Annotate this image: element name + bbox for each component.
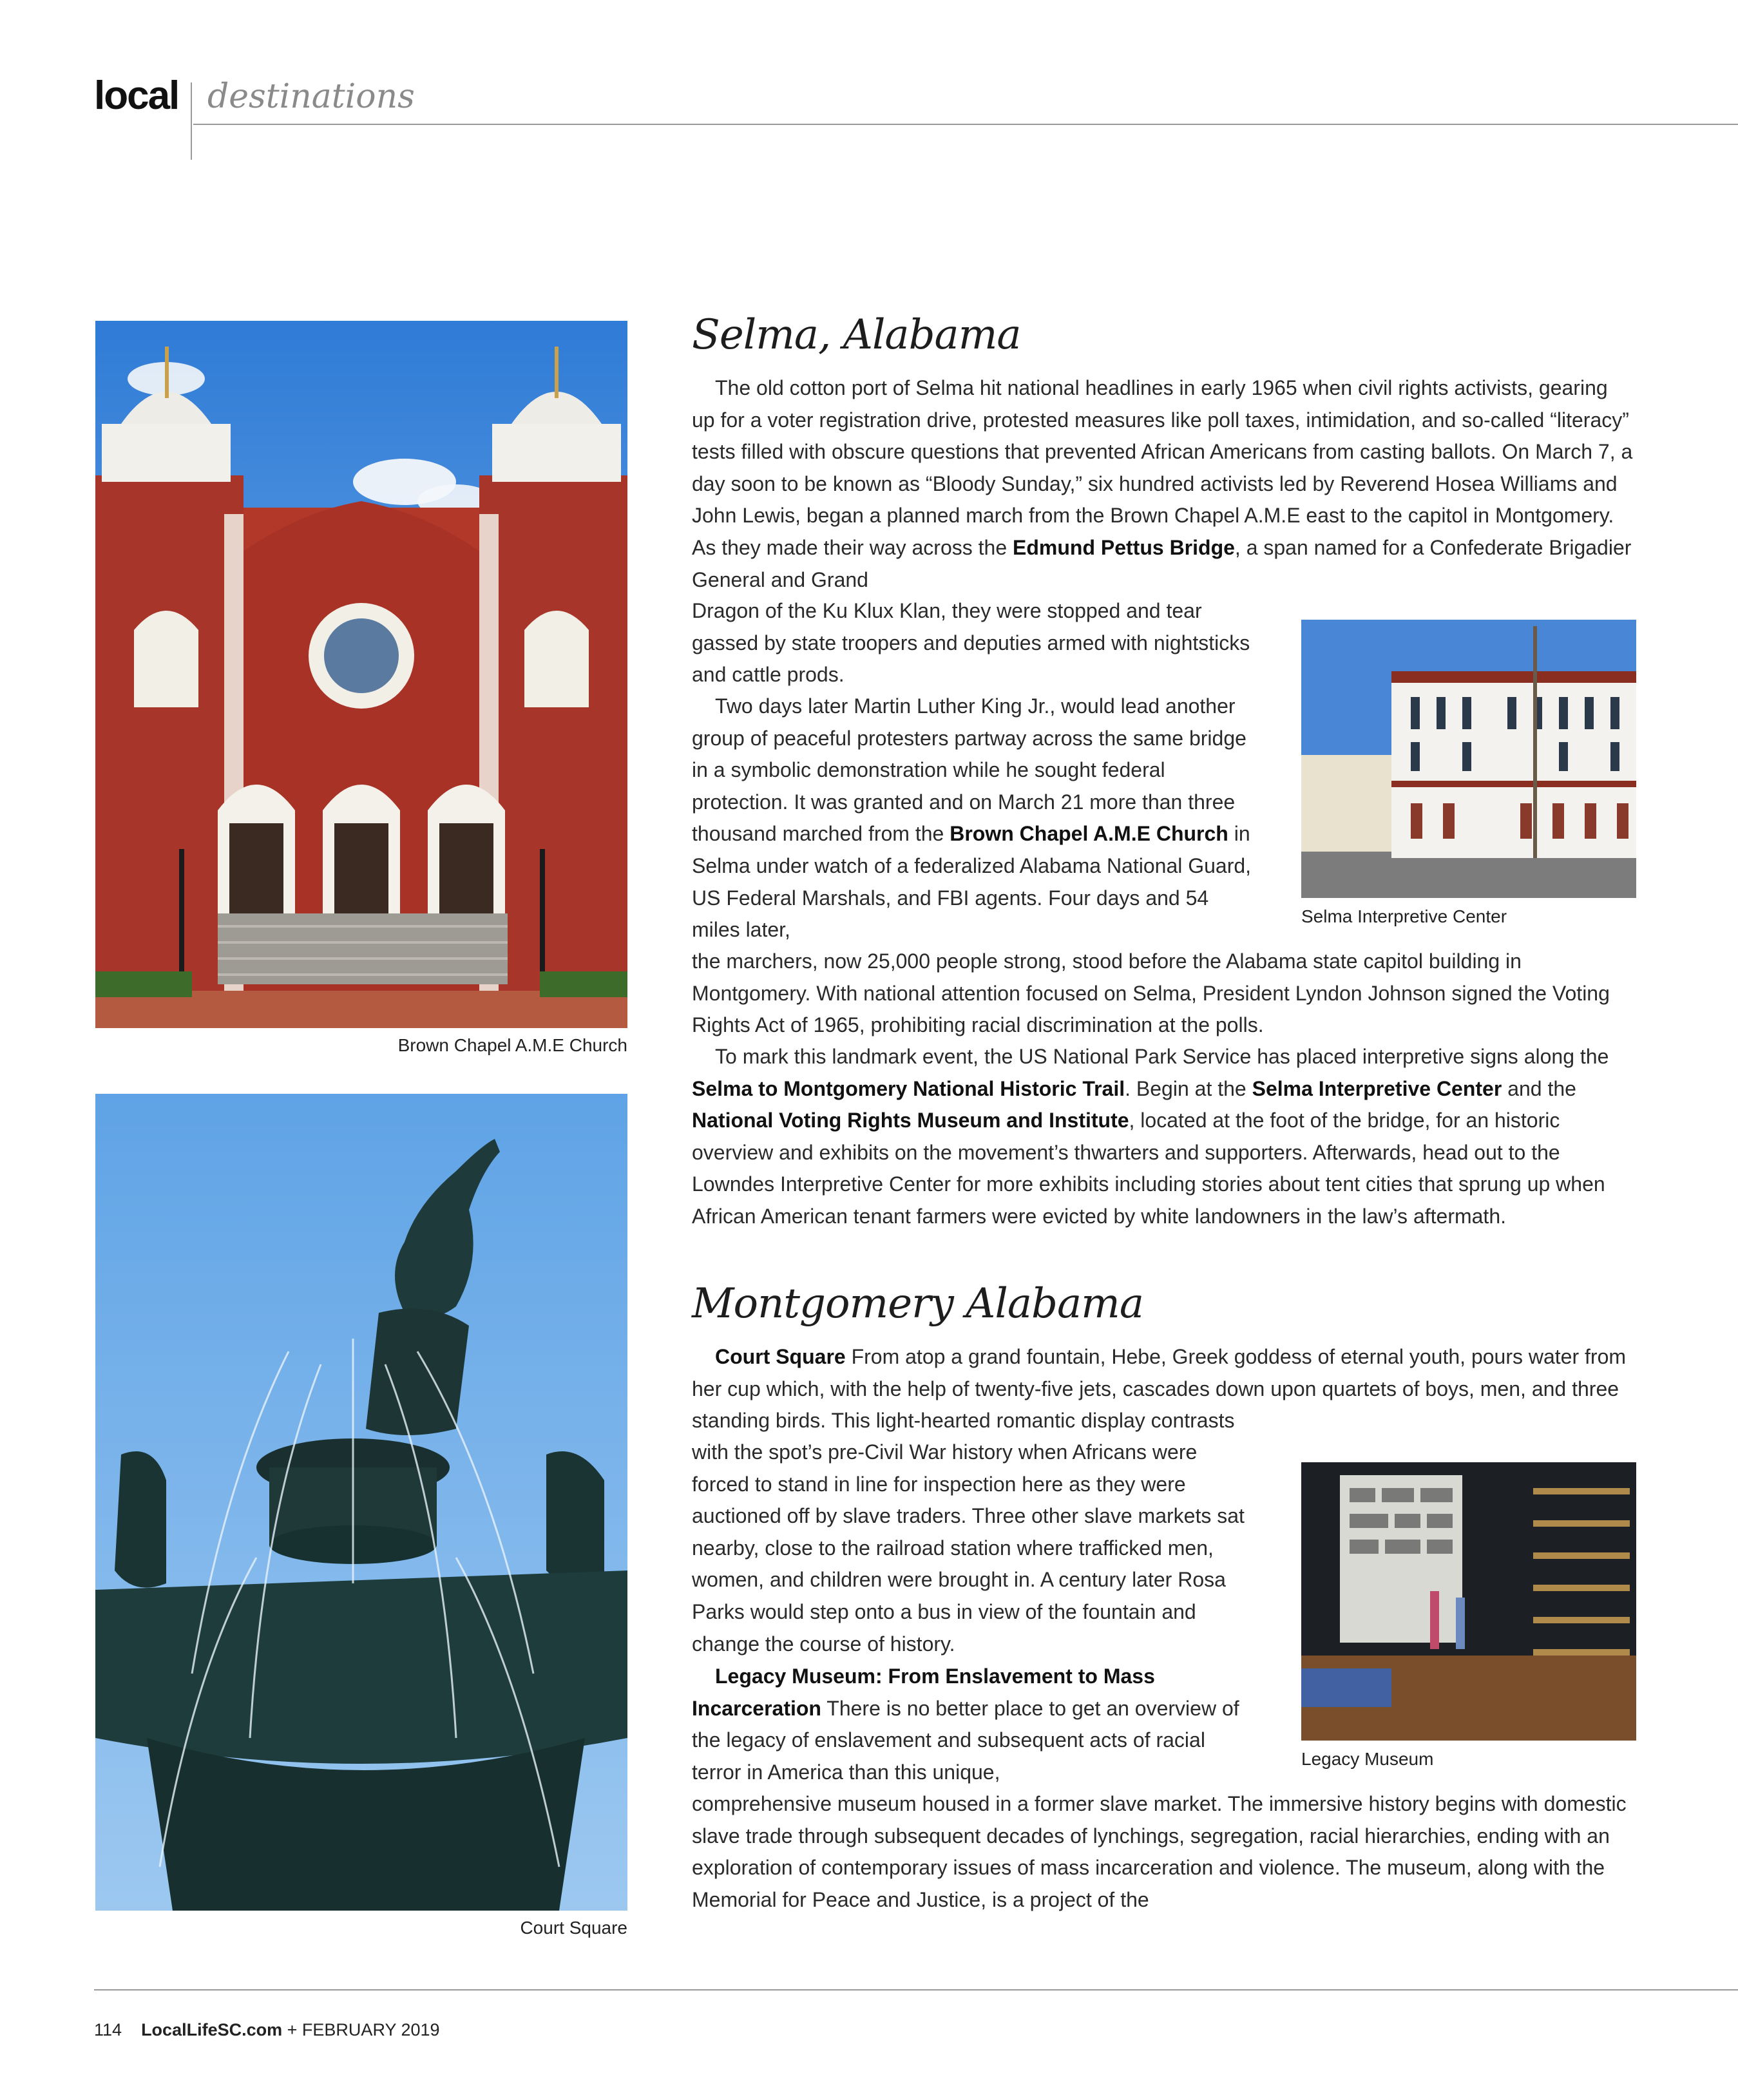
montgomery-paragraph-2-wrap: Legacy Museum: From Enslavement to Mass Incarceration There is no better place to get an overview of the legacy of enslavement and subsequent acts of racial terror in America than this unique, <box>692 1665 1239 1784</box>
brown-chapel-church: Brown Chapel A.M.E Church <box>950 822 1228 846</box>
selma-paragraph-1-top: The old cotton port of Selma hit national headlines in early 1965 when civil rights activists, gearing up for a voter registration drive, protested measures like poll taxes, intimidation, and so-called “literacy” tests filled with obscure questions that prevented African Americans from casting ballots. On March 7, a day soon to be known as “Bloody Sunday,” six hundred activists led by Reverend Hosea Williams and John Lewis, began a planned march from the Brown Chapel A.M.E east to the capitol in Montgomery. As they made their way across the Edmund Pettus Bridge, a span named for a Confederate Brigadier General and Grand <box>692 376 1633 591</box>
site-name: LocalLifeSC.com <box>141 2020 283 2039</box>
selma-paragraph-1-wrap: Dragon of the Ku Klux Klan, they were stopped and tear gassed by state troopers and deputies armed with nightsticks and cattle prods. <box>692 599 1250 687</box>
selma-headline: Selma, Alabama <box>692 311 1021 359</box>
footer <box>94 2021 440 2039</box>
legacy-museum-caption: Legacy Museum <box>1301 1749 1434 1769</box>
selma-paragraph-3: To mark this landmark event, the US National Park Service has placed interpretive signs along the Selma to Montgomery National Historic Trail. Begin at the Selma Interpretive Center and the National Voting Rights Museum and Institute, located at the foot of the bridge, for an historic overview and exhibits on the movement’s thwarters and supporters. Afterwards, head out to the Lowndes Interpretive Center for more exhibits including stories about tent cities that sprung up when African American tenant farmers were evicted by white landowners in the law’s aftermath. <box>692 1045 1609 1228</box>
section-label: local <box>94 73 179 118</box>
montgomery-paragraph-1-top: Court Square From atop a grand fountain, Hebe, Greek goddess of eternal youth, pours water from her cup which, with the help of twenty-five jets, cascades down upon quartets of boys, men, and three standing birds. This light-hearted romantic display contrasts <box>692 1345 1627 1433</box>
header-rule <box>193 124 1738 125</box>
historic-trail: Selma to Montgomery National Historic Trail <box>692 1076 1125 1100</box>
issue-date: FEBRUARY 2019 <box>301 2020 440 2039</box>
montgomery-headline: Montgomery Alabama <box>692 1280 1143 1328</box>
montgomery-paragraph-2-bottom: comprehensive museum housed in a former slave market. The immersive history begins with domestic slave trade through subsequent decades of lynchings, segregation, racial hierarchies, ending with an exploration of contemporary issues of mass incarceration and violence. The museum, along with the Memorial for Peace and Justice, is a project of the <box>692 1792 1627 1911</box>
legacy-museum-photo <box>1301 1462 1636 1741</box>
court-square-photo <box>95 1094 627 1911</box>
selma-paragraph-2-bottom: the marchers, now 25,000 people strong, stood before the Alabama state capitol building in Montgomery. With national attention focused on Selma, President Lyndon Johnson signed the Voting Rights Act of 1965, prohibiting racial discrimination at the polls. <box>692 950 1610 1037</box>
legacy-museum: Legacy Museum: From Enslavement to Mass Incarceration <box>692 1665 1155 1720</box>
selma-paragraph-2-wrap: Two days later Martin Luther King Jr., would lead another group of peaceful protesters partway across the same bridge in a symbolic demonstration while he sought federal protection. It was granted and on March 21 more than three thousand marched from the Brown Chapel A.M.E Church in Selma under watch of a federalized Alabama National Guard, US Federal Marshals, and FBI agents. Four days and 54 miles later, <box>692 694 1252 942</box>
court-square: Court Square <box>715 1345 846 1368</box>
voting-rights-museum: National Voting Rights Museum and Institute <box>692 1109 1129 1132</box>
selma-center-caption: Selma Interpretive Center <box>1301 906 1507 926</box>
brown-chapel-photo <box>95 321 627 1028</box>
footer-rule <box>94 1989 1738 1990</box>
footer-separator: + <box>287 2020 298 2039</box>
edmund-pettus-bridge: Edmund Pettus Bridge <box>1013 535 1235 559</box>
selma-interpretive-center: Selma Interpretive Center <box>1252 1076 1502 1100</box>
header-divider-vertical <box>191 82 192 160</box>
brown-chapel-caption: Brown Chapel A.M.E Church <box>397 1035 627 1055</box>
montgomery-paragraph-1-wrap: with the spot’s pre-Civil War history when Africans were forced to stand in line for inspection here as they were auctioned off by slave traders. Three other slave markets sat nearby, close to the railroad station where trafficked men, women, and children were brought in. A century later Rosa Parks would step onto a bus in view of the fountain and change the course of history. <box>692 1440 1245 1656</box>
page-number: 114 <box>94 2020 122 2039</box>
subsection-label: destinations <box>207 77 415 116</box>
selma-center-photo <box>1301 620 1636 898</box>
court-square-caption: Court Square <box>520 1918 627 1938</box>
